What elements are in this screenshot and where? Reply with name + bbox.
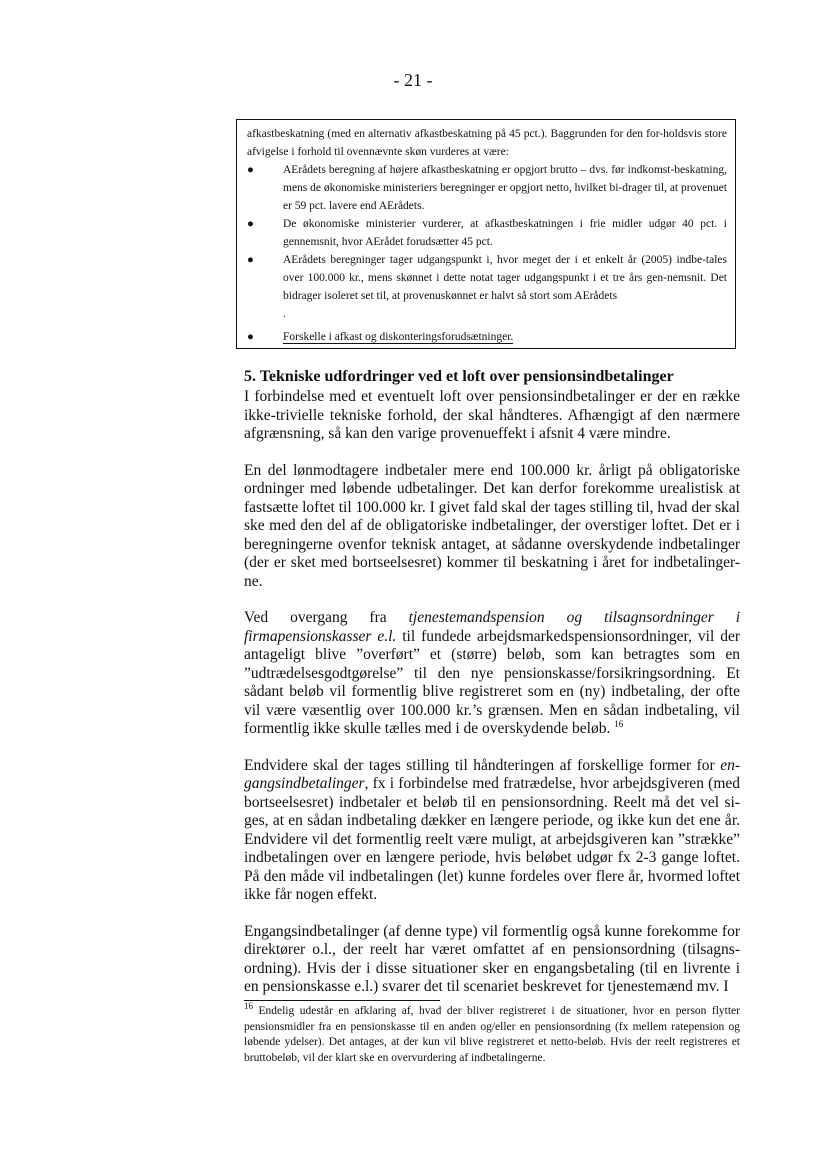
bullet-icon: ● xyxy=(247,164,254,176)
paragraph xyxy=(244,757,740,905)
footnote-number: 16 xyxy=(244,1001,253,1012)
italic-term: en-gangsindbetalinger xyxy=(244,756,740,792)
box-bullet-item xyxy=(247,161,727,215)
box-bullet-list xyxy=(247,161,727,305)
stray-dot: . xyxy=(283,308,286,320)
page-number: - 21 - xyxy=(393,70,433,90)
footnote-divider xyxy=(244,1000,440,1001)
box-bullet-text: Forskelle i afkast og diskonteringsforudsætninger. xyxy=(283,331,514,343)
paragraph: I forbindelse med et eventuelt loft over pensionsindbetalinger er der en række ikke-trivielle tekniske forhold, der skal håndteres. Afhængigt af den nærmere afgrænsning, så kan den varige provenueffekt i afsnit 4 være mindre. xyxy=(244,388,740,442)
paragraph xyxy=(244,609,740,739)
bullet-icon: ● xyxy=(247,218,254,230)
footnote xyxy=(244,1001,740,1066)
italic-term: tjenestemandspension og tilsagnsordninger i firmapensionskasser e.l. xyxy=(244,609,741,645)
paragraph: Engangsindbetalinger (af denne type) vil formentlig også kunne forekomme for direktører o.l., der reelt har været omfattet af en pensionsordning (tilsagns-ordning). Hvis der i disse situationer sker en engangsbetaling (til en livrente i en pensionskasse e.l.) svarer det til scenariet beskrevet for tjenestemænd mv. I xyxy=(244,922,740,995)
box-bullet-text: AErådets beregninger tager udgangspunkt i, hvor meget der i et enkelt år (2005) indbe-tales over 100.000 kr., mens skønnet i dette notat tager udgangspunkt i et tre års gen-nemsnit. Det bidrager isoleret set til, at provenuskønnet er halvt så stort som AErådets xyxy=(283,254,727,302)
box-bullet-text: De økonomiske ministerier vurderer, at afkastbeskatningen i frie midler udgør 40 pct. i gennemsnit, hvor AErådet forudsætter 45 pct. xyxy=(283,218,727,248)
footnote-text: Endelig udestår en afklaring af, hvad der bliver registreret i de situationer, hvor en person flytter pensionsmidler fra en pensionskasse til en anden og/eller en pensionsordning (fx mellem ratepension og løbende ydelser). Det antages, at der kun vil blive registreret et netto-beløb. Hvis der reelt registreres et bruttobeløb, vil der klart ske en overvurdering af indbetalingerne. xyxy=(244,1005,740,1064)
text-run: Ved overgang fra xyxy=(244,609,409,626)
text-run: , fx i forbindelse med fratrædelse, hvor arbejdsgiveren (med bortseelsesret) indbetaler et beløb til en pensionsordning. Reelt må det vel si-ges, at en sådan indbetaling dækker en længere periode, og ikke kun det ene år. Endvidere vil det formentlig reelt være muligt, at arbejdsgiveren kan ”strække” indbetalingen over en længere periode, hvis beløbet udgør fx 2-3 gange loftet. På den måde vil indbetalingen (let) kunne fordeles over flere år, hvormed loftet ikke får nogen effekt. xyxy=(244,775,740,903)
box-bullet-item xyxy=(247,251,727,305)
box-bullet-item xyxy=(247,215,727,251)
box-bullet-text: AErådets beregning af højere afkastbeskatning er opgjort brutto – dvs. før indkomst-beskatning, mens de økonomiske ministeriers beregninger er opgjort netto, hvilket bi-drager til, at provenuet er 59 pct. lavere end AErådets. xyxy=(283,164,727,212)
body-text xyxy=(244,388,740,1015)
footnote-ref: 16 xyxy=(614,718,624,729)
box-bullet-item xyxy=(247,328,727,346)
boxed-note xyxy=(236,119,736,349)
bullet-icon: ● xyxy=(247,254,254,266)
bullet-icon: ● xyxy=(247,331,254,343)
text-run: til fundede arbejdsmarkedspensionsordninger, vil der antageligt blive ”overført” et (større) beløb, som kan betragtes som en ”udtrædelsesgodtgørelse” til den nye pensionskasse/forsikringsordning. Et sådant beløb vil formentlig blive registreret som en (ny) indbetaling, der ofte vil være væsentlig over 100.000 kr.’s grænsen. Men en sådan indbetaling, vil formentlig ikke skulle tælles med i de overskydende beløb. xyxy=(244,627,740,737)
box-intro: afkastbeskatning (med en alternativ afkastbeskatning på 45 pct.). Baggrunden for den for-holdsvis store afvigelse i forhold til ovennævnte skøn vurderes at være: xyxy=(247,128,727,158)
text-run: Endvidere skal der tages stilling til håndteringen af forskellige former for xyxy=(244,756,721,774)
section-heading: 5. Tekniske udfordringer ved et loft over pensionsindbetalinger xyxy=(244,368,674,385)
paragraph: En del lønmodtagere indbetaler mere end 100.000 kr. årligt på obligatoriske ordninger med løbende udbetalinger. Det kan derfor forekomme urealistisk at fastsætte loftet til 100.000 kr. I givet fald skal der tages stilling til, hvad der skal ske med den del af de obligatoriske indbetalinger, der overstiger loftet. Det er i beregningerne ovenfor teknisk antaget, at sådanne overskydende indbetalinger (der er sket med bortseelsesret) kommer til beskatning i året for indbetalinger-ne. xyxy=(244,461,740,590)
